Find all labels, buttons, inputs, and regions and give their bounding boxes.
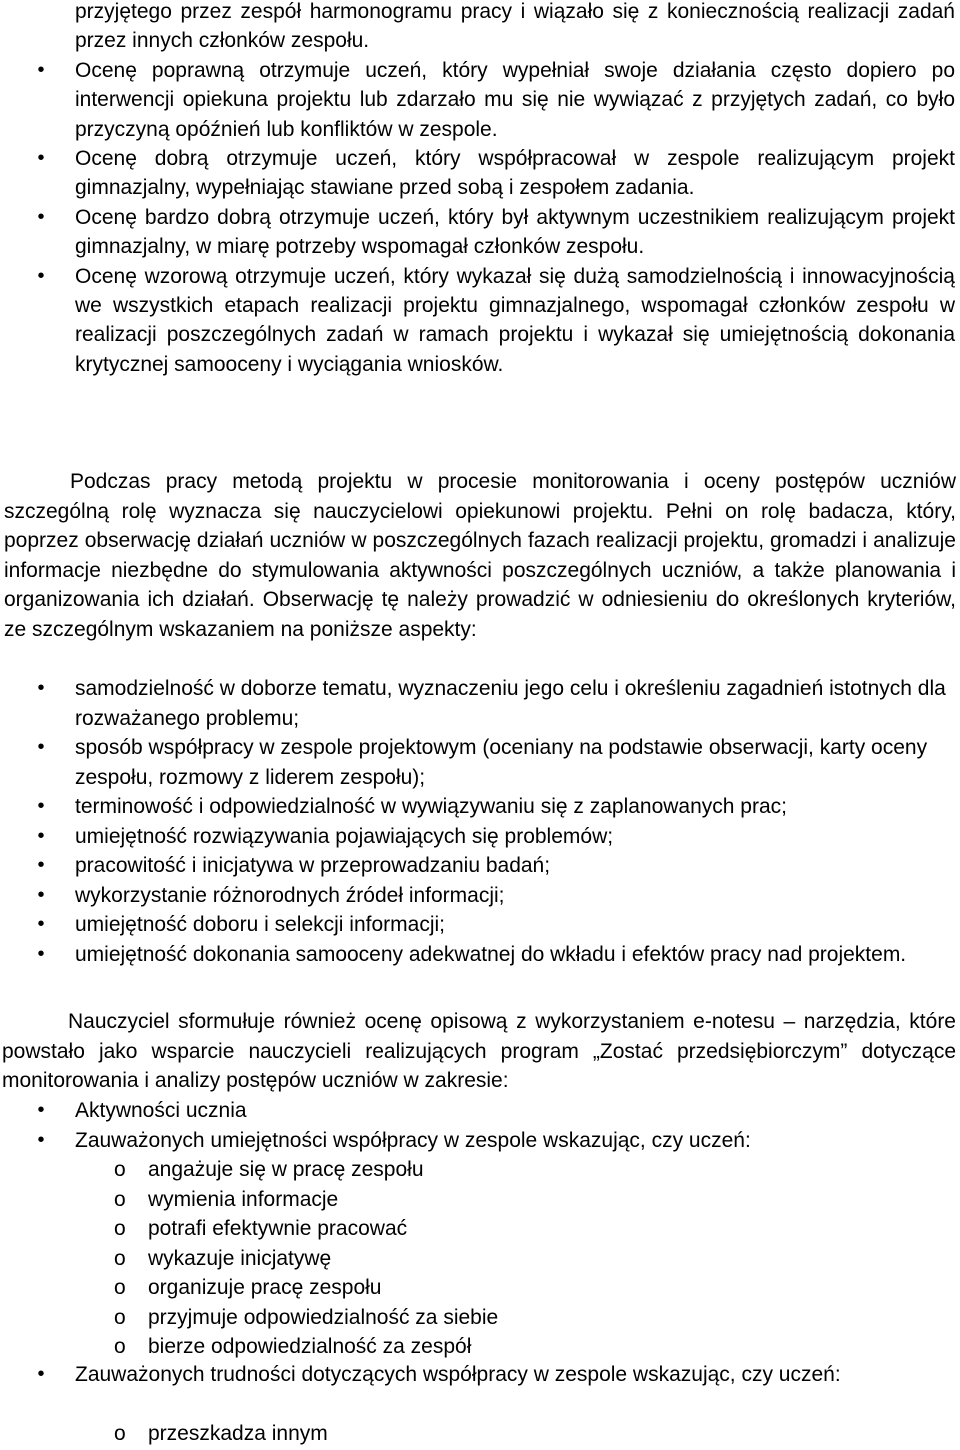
bullet-icon: • (37, 1363, 45, 1385)
sublist-item (0, 1273, 960, 1303)
monitoring-paragraph (4, 467, 956, 644)
sublist-item (0, 1214, 960, 1244)
sublist-text: bierze odpowiedzialność za zespół (148, 1335, 472, 1358)
enotes-list (0, 1096, 960, 1155)
circle-bullet-icon: o (114, 1246, 126, 1270)
bullet-icon: • (37, 677, 45, 699)
enotes-item-text: Aktywności ucznia (75, 1099, 247, 1122)
bullet-icon: • (37, 824, 45, 847)
aspect-item (0, 792, 960, 822)
bullet-icon: • (37, 913, 45, 935)
aspect-item (0, 910, 960, 940)
aspect-item (0, 940, 960, 970)
descriptive-paragraph-text: Nauczyciel sformułuje również ocenę opisową z wykorzystaniem e-notesu – narzędzia, które powstało jako wsparcie nauczycieli realizujących program „Zostać przedsiębiorczym” dotyczące monitorowania i analizy postępów uczniów w zakresie: (2, 1010, 956, 1092)
descriptive-paragraph (2, 1007, 956, 1096)
circle-bullet-icon: o (114, 1422, 126, 1445)
cooperation-sublist (0, 1155, 960, 1362)
enotes-item-text: Zauważonych umiejętności współpracy w zespole wskazując, czy uczeń: (75, 1128, 751, 1152)
aspect-text: umiejętność doboru i selekcji informacji; (75, 913, 445, 936)
aspect-text: pracowitość i inicjatywa w przeprowadzaniu badań; (75, 854, 551, 877)
aspect-text: samodzielność w doborze tematu, wyznaczeniu jego celu i określeniu zagadnień istotnych dla rozważanego problemu; (75, 677, 946, 730)
bullet-icon: • (37, 264, 45, 287)
aspect-item (0, 822, 960, 852)
grading-criteria-list (0, 0, 960, 379)
sublist-item (0, 1332, 960, 1362)
circle-bullet-icon: o (114, 1335, 126, 1358)
grading-item (0, 144, 960, 203)
enotes-item (0, 1126, 960, 1156)
circle-bullet-icon: o (114, 1276, 126, 1299)
sublist-item (0, 1185, 960, 1215)
grading-item (0, 203, 960, 262)
aspect-item (0, 851, 960, 881)
aspect-text: umiejętność rozwiązywania pojawiających się problemów; (75, 824, 614, 848)
bullet-icon: • (37, 795, 45, 817)
bullet-icon: • (37, 854, 45, 876)
sublist-text: wykazuje inicjatywę (148, 1246, 332, 1270)
monitoring-paragraph-text: Podczas pracy metodą projektu w procesie monitorowania i oceny postępów uczniów szczególną rolę wyznacza się nauczycielowi opiekunowi projektu. Pełni on rolę badacza, który, poprzez obserwację działań uczniów w poszczególnych fazach realizacji projektu, gromadzi i analizuje informacje niezbędne do stymulowania aktywności poszczególnych uczniów, a także planowania i organizowania ich działań. Obserwację tę należy prowadzić w odniesieniu do określonych kryteriów, ze szczególnym wskazaniem na poniższe aspekty: (4, 470, 956, 641)
sublist-item (0, 1155, 960, 1185)
circle-bullet-icon: o (114, 1187, 126, 1211)
enotes-item (0, 1360, 960, 1390)
sublist-text: organizuje pracę zespołu (148, 1276, 382, 1299)
grading-item-text: Ocenę poprawną otrzymuje uczeń, który wypełniał swoje działania często dopiero po interwencji opiekuna projektu lub zdarzało mu się nie wywiązać z przyjętych zadań, co było przyczyną opóźnień lub konfliktów w zespole. (75, 58, 955, 141)
grading-item-text: Ocenę bardzo dobrą otrzymuje uczeń, który był aktywnym uczestnikiem realizującym projekt gimnazjalny, w miarę potrzeby wspomagał członków zespołu. (75, 205, 955, 259)
bullet-icon: • (37, 1099, 45, 1121)
sublist-item (0, 1303, 960, 1333)
aspect-text: sposób współpracy w zespole projektowym (oceniany na podstawie obserwacji, karty oceny zespołu, rozmowy z liderem zespołu); (75, 736, 928, 789)
sublist-text: wymienia informacje (148, 1187, 339, 1211)
aspect-item (0, 733, 960, 792)
circle-bullet-icon: o (114, 1217, 126, 1240)
enotes-item (0, 1096, 960, 1126)
enotes-item-text: Zauważonych trudności dotyczących współpracy w zespole wskazując, czy uczeń: (75, 1363, 841, 1386)
circle-bullet-icon: o (114, 1158, 126, 1181)
bullet-icon: • (37, 942, 45, 965)
sublist-item (0, 1419, 960, 1449)
aspect-text: umiejętność dokonania samooceny adekwatnej do wkładu i efektów pracy nad projektem. (75, 942, 907, 966)
grading-item (0, 262, 960, 380)
bullet-icon: • (37, 58, 45, 81)
aspect-text: wykorzystanie różnorodnych źródeł informacji; (75, 883, 505, 907)
grading-item (0, 56, 960, 144)
sublist-text: angażuje się w pracę zespołu (148, 1158, 424, 1181)
sublist-item (0, 1244, 960, 1274)
sublist-text: przyjmuje odpowiedzialność za siebie (148, 1305, 499, 1329)
difficulties-sublist (0, 1419, 960, 1449)
aspects-list (0, 674, 960, 969)
bullet-icon: • (37, 147, 45, 170)
grading-continuation-text: przyjętego przez zespół harmonogramu pracy i wiązało się z koniecznością realizacji zadań przez innych członków zespołu. (75, 0, 955, 53)
difficulties-list (0, 1360, 960, 1390)
bullet-icon: • (37, 1128, 45, 1151)
circle-bullet-icon: o (114, 1305, 126, 1329)
aspect-item (0, 881, 960, 911)
aspect-text: terminowość i odpowiedzialność w wywiązywaniu się z zaplanowanych prac; (75, 795, 787, 818)
bullet-icon: • (37, 205, 45, 228)
sublist-text: potrafi efektywnie pracować (148, 1217, 408, 1240)
aspect-item (0, 674, 960, 733)
grading-item-text: Ocenę dobrą otrzymuje uczeń, który współpracował w zespole realizującym projekt gimnazjalny, wypełniając stawiane przed sobą i zespołem zadania. (75, 147, 955, 200)
bullet-icon: • (37, 883, 45, 906)
sublist-text: przeszkadza innym (148, 1422, 328, 1445)
bullet-icon: • (37, 736, 45, 758)
grading-item-text: Ocenę wzorową otrzymuje uczeń, który wykazał się dużą samodzielnością i innowacyjnością we wszystkich etapach realizacji projektu gimnazjalnego, wspomagał członków zespołu w realizacji poszczególnych zadań w ramach projektu i wykazał się umiejętnością dokonania krytycznej samooceny i wyciągania wniosków. (75, 264, 955, 376)
